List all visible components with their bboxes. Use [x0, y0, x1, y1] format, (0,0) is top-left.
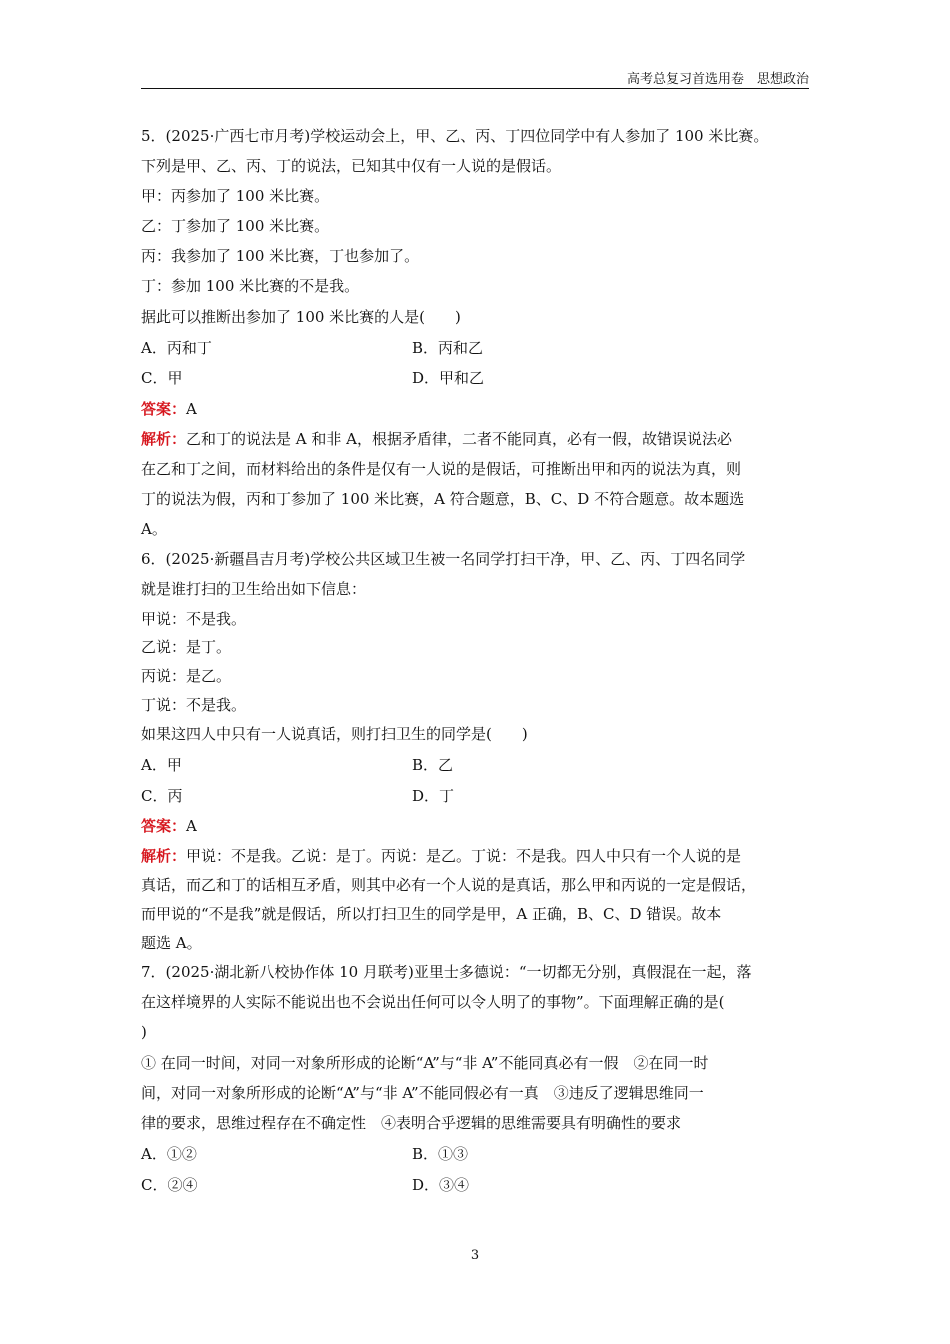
- q6-option-a: A．甲: [141, 756, 182, 774]
- q5-analysis-line-4: A。: [141, 520, 167, 538]
- q5-answer: [141, 400, 197, 418]
- q7-option-d: D．③④: [412, 1176, 470, 1194]
- q7-items-line-2: 间，对同一对象所形成的论断“A”与“非 A”不能同假必有一真 ③违反了逻辑思维同一: [141, 1084, 704, 1102]
- q6-answer-label: 答案：: [141, 817, 187, 835]
- q6-statement-yi: 乙说：是丁。: [141, 638, 232, 656]
- q5-option-b: B．丙和乙: [412, 339, 484, 357]
- q5-question: 据此可以推断出参加了 100 米比赛的人是( ): [141, 308, 461, 326]
- q6-statement-bing: 丙说：是乙。: [141, 667, 232, 685]
- q5-statement-ding: 丁：参加 100 米比赛的不是我。: [141, 277, 360, 295]
- q5-stem-line-1: 5．(2025·广西七市月考)学校运动会上，甲、乙、丙、丁四位同学中有人参加了 100 米比赛。: [141, 127, 769, 145]
- page-number: 3: [470, 1248, 480, 1263]
- q5-option-c: C．甲: [141, 369, 183, 387]
- q6-answer: [141, 817, 197, 835]
- q6-statement-ding: 丁说：不是我。: [141, 696, 247, 714]
- q5-option-d: D．甲和乙: [412, 369, 485, 387]
- q6-analysis-text-1: 甲说：不是我。乙说：是丁。丙说：是乙。丁说：不是我。四人中只有一个人说的是: [186, 847, 742, 865]
- q6-option-b: B．乙: [412, 756, 454, 774]
- q6-analysis-label: 解析：: [141, 847, 187, 865]
- q6-analysis-line-1: [141, 847, 741, 865]
- q6-stem-line-1: 6．(2025·新疆昌吉月考)学校公共区域卫生被一名同学打扫干净，甲、乙、丙、丁四名同学: [141, 550, 746, 568]
- q6-statement-jia: 甲说：不是我。: [141, 610, 247, 628]
- q5-stem-line-2: 下列是甲、乙、丙、丁的说法，已知其中仅有一人说的是假话。: [141, 157, 562, 175]
- q5-analysis-label: 解析：: [141, 430, 187, 448]
- q7-items-line-1: ① 在同一时间，对同一对象所形成的论断“A”与“非 A”不能同真必有一假 ②在同一时: [141, 1054, 709, 1072]
- q5-answer-label: 答案：: [141, 400, 187, 418]
- q7-option-b: B．①③: [412, 1145, 469, 1163]
- q6-analysis-line-2: 真话，而乙和丁的话相互矛盾，则其中必有一个人说的是真话，那么甲和丙说的一定是假话，: [141, 876, 757, 894]
- q5-option-a: A．丙和丁: [141, 339, 212, 357]
- q5-analysis-line-1: [141, 430, 732, 448]
- q5-statement-bing: 丙：我参加了 100 米比赛，丁也参加了。: [141, 247, 420, 265]
- q6-analysis-line-3: 而甲说的“不是我”就是假话，所以打扫卫生的同学是甲，A 正确，B、C、D 错误。故本: [141, 905, 722, 923]
- q6-answer-value: A: [186, 817, 197, 835]
- q5-answer-value: A: [186, 400, 197, 418]
- q5-statement-yi: 乙：丁参加了 100 米比赛。: [141, 217, 330, 235]
- q6-question: 如果这四人中只有一人说真话，则打扫卫生的同学是( ): [141, 725, 528, 743]
- q7-stem-line-1: 7．(2025·湖北新八校协作体 10 月联考)亚里士多德说：“一切都无分别，真假混在一起，落: [141, 963, 752, 981]
- q7-stem-line-2: 在这样境界的人实际不能说出也不会说出任何可以令人明了的事物”。下面理解正确的是(: [141, 993, 725, 1011]
- q6-option-d: D．丁: [412, 787, 455, 805]
- q5-analysis-line-3: 丁的说法为假，丙和丁参加了 100 米比赛，A 符合题意，B、C、D 不符合题意。故本题选: [141, 490, 745, 508]
- q5-analysis-line-2: 在乙和丁之间，而材料给出的条件是仅有一人说的是假话，可推断出甲和丙的说法为真，则: [141, 460, 742, 478]
- q5-statement-jia: 甲：丙参加了 100 米比赛。: [141, 187, 330, 205]
- page-header: [141, 66, 809, 89]
- q6-analysis-line-4: 题选 A。: [141, 934, 202, 952]
- q7-option-a: A．①②: [141, 1145, 197, 1163]
- q6-stem-line-2: 就是谁打扫的卫生给出如下信息：: [141, 580, 367, 598]
- q7-option-c: C．②④: [141, 1176, 198, 1194]
- header-title: 高考总复习首选用卷 思想政治: [626, 72, 809, 87]
- q7-stem-line-3: ): [141, 1023, 147, 1041]
- q5-analysis-text-1: 乙和丁的说法是 A 和非 A，根据矛盾律，二者不能同真，必有一假，故错误说法必: [186, 430, 732, 448]
- q7-items-line-3: 律的要求，思维过程存在不确定性 ④表明合乎逻辑的思维需要具有明确性的要求: [141, 1114, 682, 1132]
- q6-option-c: C．丙: [141, 787, 183, 805]
